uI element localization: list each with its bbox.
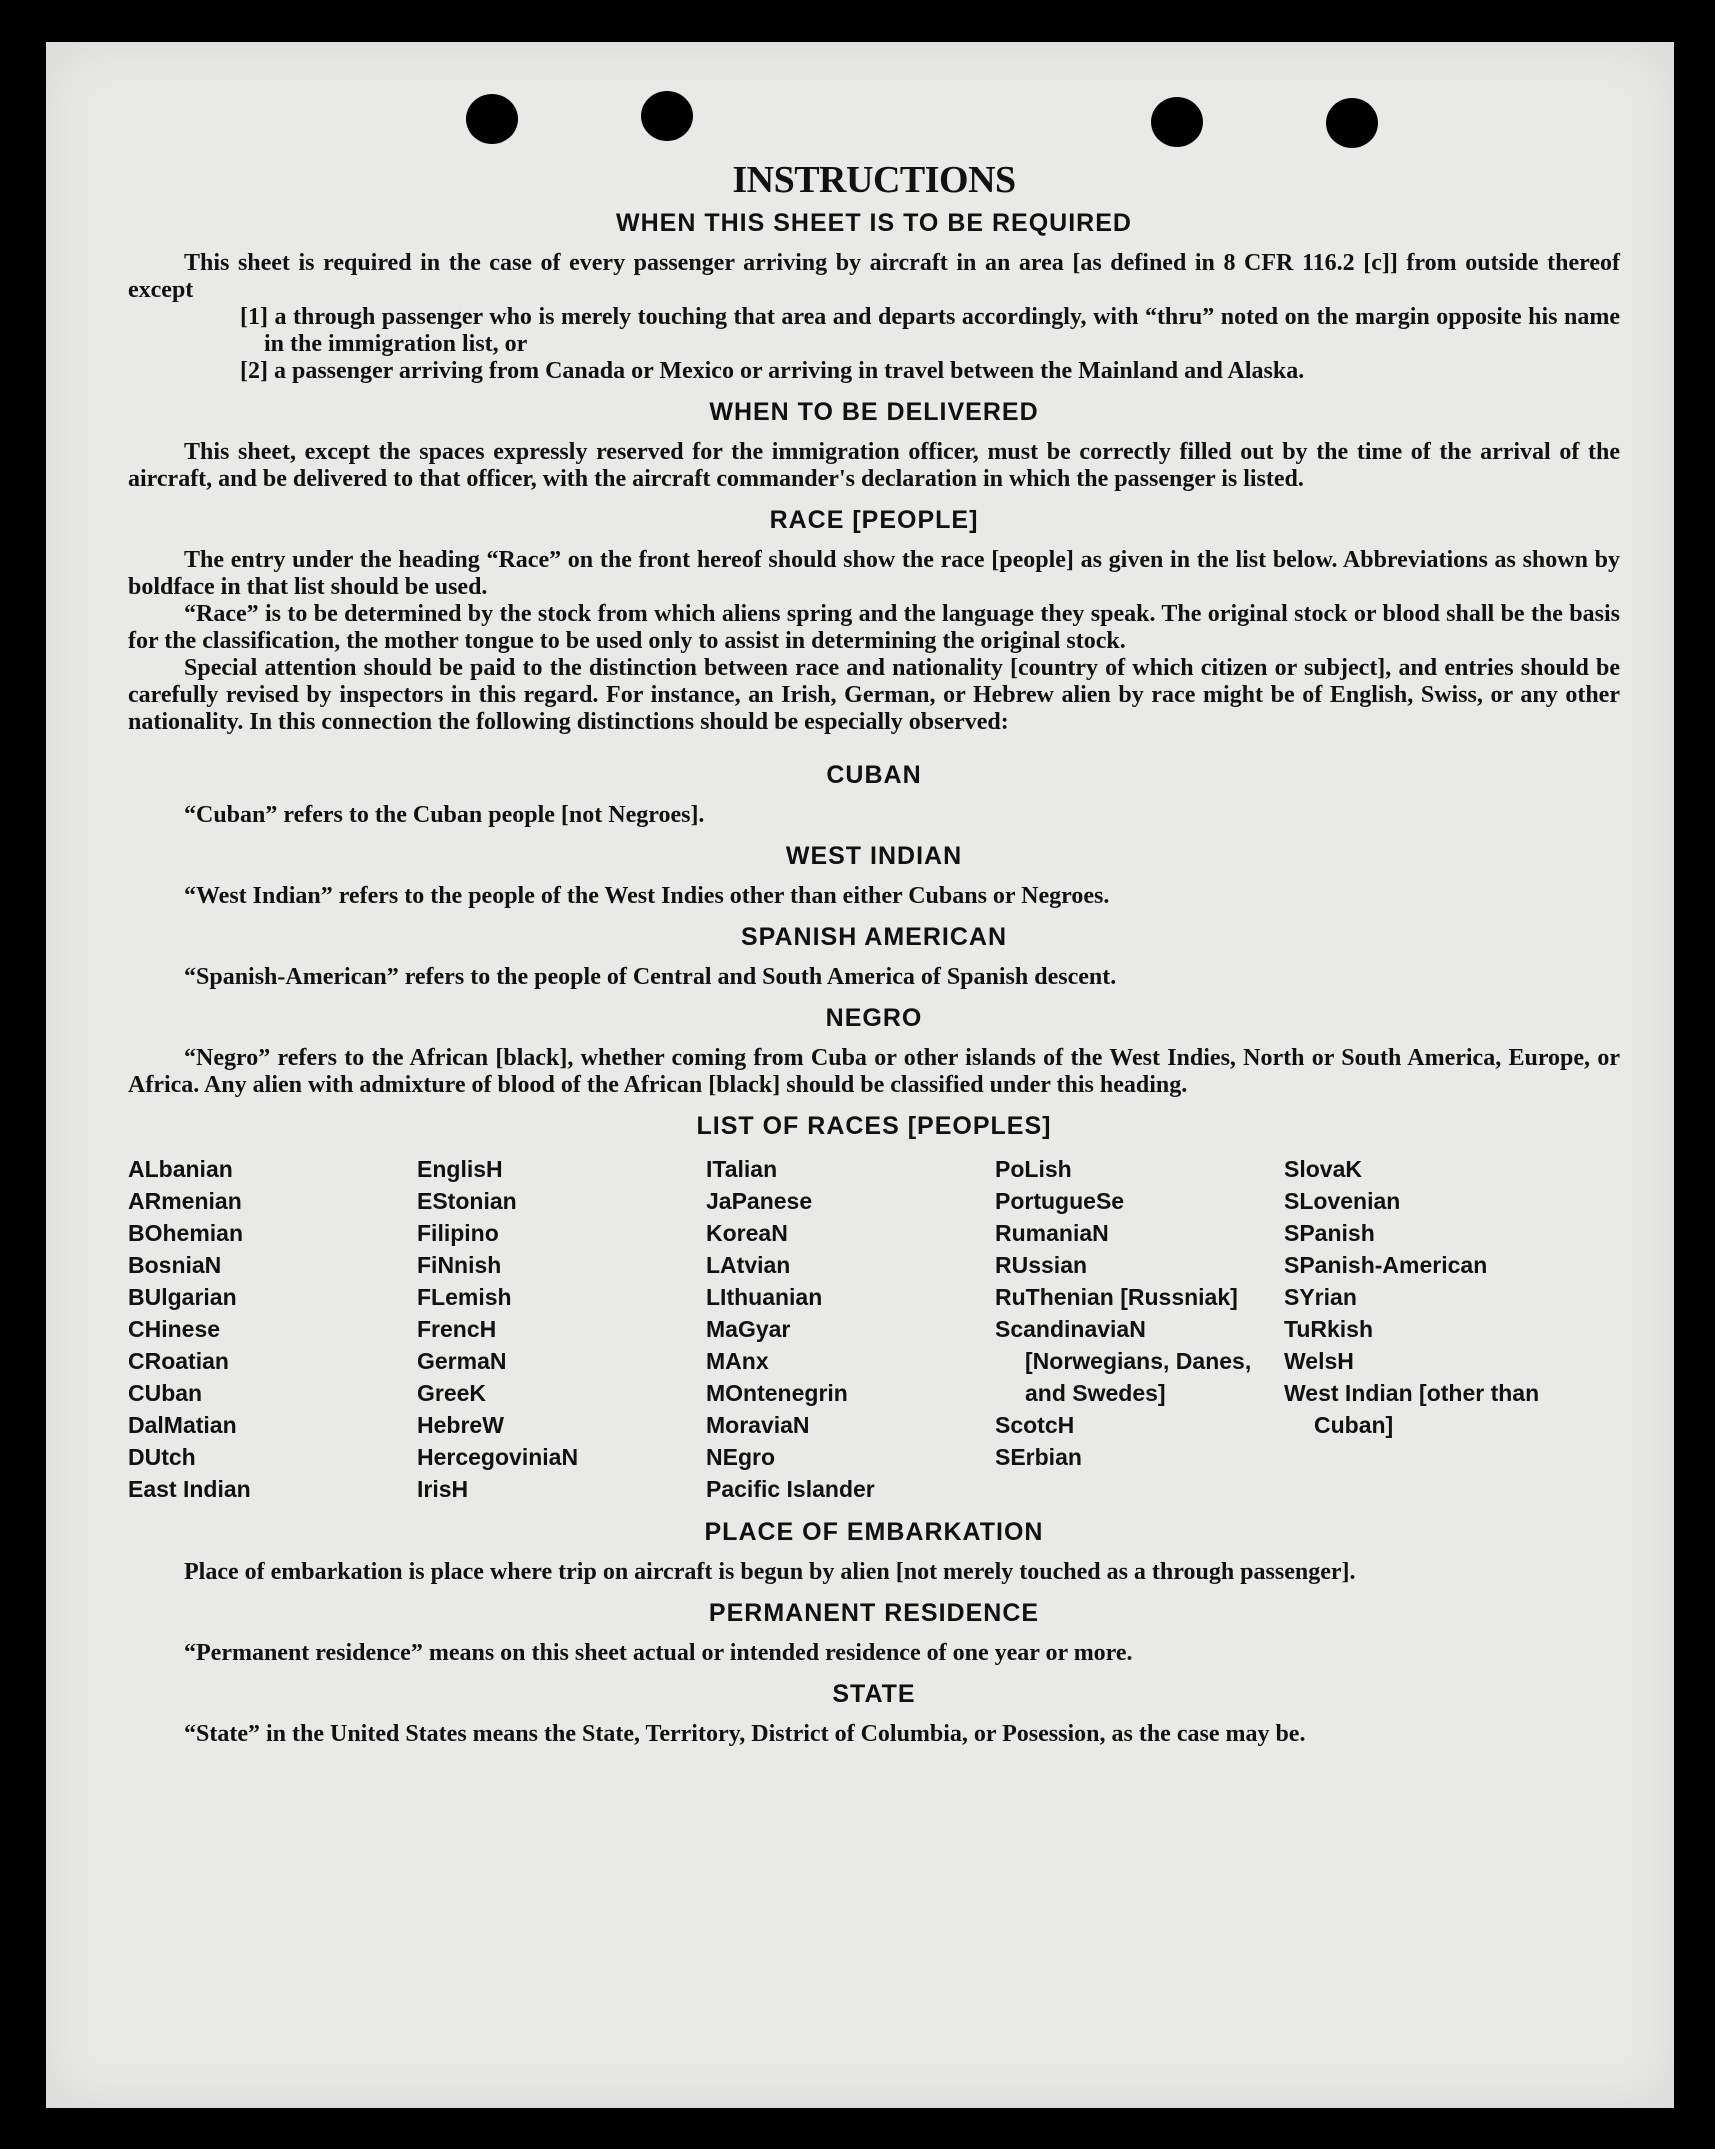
section-heading: NEGRO: [825, 1004, 923, 1032]
section-when-delivered: [128, 397, 1620, 493]
section-paragraph: “West Indian” refers to the people of the West Indies other than either Cubans or Negroes.: [184, 883, 1110, 909]
section-heading: SPANISH AMERICAN: [740, 923, 1007, 951]
races-column: [1284, 1153, 1573, 1505]
section-heading: PLACE OF EMBARKATION: [704, 1518, 1044, 1546]
section-heading: WEST INDIAN: [785, 842, 963, 870]
section-heading: PERMANENT RESIDENCE: [708, 1599, 1040, 1627]
race-entry: ITalian: [706, 1156, 778, 1182]
race-entry: SPanish: [1284, 1220, 1375, 1246]
section-heading: STATE: [832, 1680, 916, 1708]
race-entry: HebreW: [417, 1412, 504, 1438]
section-paragraph: “Cuban” refers to the Cuban people [not Negroes].: [184, 802, 705, 828]
section-spanish-american: [128, 922, 1620, 991]
section-heading: WHEN THIS SHEET IS TO BE REQUIRED: [616, 209, 1132, 237]
race-entry: ARmenian: [128, 1188, 242, 1214]
race-entry: Pacific Islander: [706, 1476, 875, 1502]
race-entry: CUban: [128, 1380, 203, 1406]
race-entry: DalMatian: [128, 1412, 237, 1438]
race-entry: SLovenian: [1284, 1188, 1401, 1214]
race-entry: SlovaK: [1284, 1156, 1362, 1182]
instructions-content: [128, 154, 1620, 1748]
race-entry: CRoatian: [128, 1348, 229, 1374]
race-entry: ALbanian: [128, 1156, 233, 1182]
races-column: [128, 1153, 417, 1505]
race-entry: HercegoviniaN: [417, 1444, 579, 1470]
race-entry: GermaN: [417, 1348, 507, 1374]
section-paragraph: “Permanent residence” means on this sheet actual or intended residence of one year or more.: [184, 1640, 1133, 1666]
section-race: [128, 505, 1620, 736]
race-entry: EStonian: [417, 1188, 517, 1214]
race-entry: RumaniaN: [995, 1220, 1109, 1246]
race-entry: SErbian: [995, 1444, 1082, 1470]
section-paragraph: This sheet is required in the case of every passenger arriving by aircraft in an area [as defined in 8 CFR 116.2 [c]] from outside thereof except: [128, 250, 1620, 303]
section-paragraph: The entry under the heading “Race” on the front hereof should show the race [people] as given in the list below. Abbreviations as shown by boldface in that list should be used.: [128, 547, 1620, 600]
races-column: [995, 1153, 1284, 1505]
race-entry: MAnx: [706, 1348, 769, 1374]
race-entry: EnglisH: [417, 1156, 503, 1182]
race-entry: BUlgarian: [128, 1284, 237, 1310]
section-cuban: [128, 760, 1620, 829]
section-permanent-residence: [128, 1598, 1620, 1667]
race-entry: ScandinaviaN [Norwegians, Danes, and Swedes]: [995, 1316, 1252, 1406]
section-heading: RACE [PEOPLE]: [769, 506, 979, 534]
race-entry: GreeK: [417, 1380, 487, 1406]
race-entry: FiNnish: [417, 1252, 502, 1278]
race-entry: TuRkish: [1284, 1316, 1374, 1342]
punch-hole-3: [1151, 97, 1203, 147]
section-paragraph: Place of embarkation is place where trip on aircraft is begun by alien [not merely touched as a through passenger].: [184, 1559, 1356, 1585]
race-entry: MaGyar: [706, 1316, 791, 1342]
races-heading: LIST OF RACES [PEOPLES]: [696, 1112, 1052, 1140]
section-heading: WHEN TO BE DELIVERED: [709, 398, 1039, 426]
race-entry: East Indian: [128, 1476, 251, 1502]
section-place-of-embarkation: [128, 1517, 1620, 1586]
section-paragraph: “State” in the United States means the State, Territory, District of Columbia, or Posession, as the case may be.: [184, 1721, 1306, 1747]
race-entry: Filipino: [417, 1220, 499, 1246]
race-entry: BosniaN: [128, 1252, 222, 1278]
race-entry: LIthuanian: [706, 1284, 823, 1310]
exception-item: [2] a passenger arriving from Canada or Mexico or arriving in travel between the Mainland and Alaska.: [240, 358, 1305, 384]
race-entry: CHinese: [128, 1316, 221, 1342]
race-entry: MoraviaN: [706, 1412, 810, 1438]
race-entry: SPanish-American: [1284, 1252, 1488, 1278]
section-paragraph: “Negro” refers to the African [black], whether coming from Cuba or other islands of the West Indies, North or South America, Europe, or Africa. Any alien with admixture of blood of the African [black] should be classified under this heading.: [128, 1045, 1620, 1098]
section-state: [128, 1679, 1620, 1748]
section-when-required: [128, 208, 1620, 385]
race-entry: WelsH: [1284, 1348, 1354, 1374]
race-entry: DUtch: [128, 1444, 196, 1470]
section-paragraph: “Race” is to be determined by the stock from which aliens spring and the language they speak. The original stock or blood shall be the basis for the classification, the mother tongue to be used only to assist in determining the original stock.: [128, 601, 1620, 654]
race-entry: PortugueSe: [995, 1188, 1125, 1214]
race-entry: ScotcH: [995, 1412, 1075, 1438]
race-entry: FLemish: [417, 1284, 512, 1310]
race-entry: SYrian: [1284, 1284, 1357, 1310]
races-column: [417, 1153, 706, 1505]
punch-hole-1: [466, 94, 518, 144]
exception-item: [1] a through passenger who is merely touching that area and departs accordingly, with “thru” noted on the margin opposite his name in the immigration list, or: [240, 304, 1620, 357]
race-entry: FrencH: [417, 1316, 497, 1342]
document-page: [46, 42, 1674, 2108]
section-paragraph: This sheet, except the spaces expressly reserved for the immigration officer, must be correctly filled out by the time of the arrival of the aircraft, and be delivered to that officer, with the aircraft commander's declaration in which the passenger is listed.: [128, 439, 1620, 492]
race-entry: RUssian: [995, 1252, 1088, 1278]
race-entry: NEgro: [706, 1444, 775, 1470]
section-negro: [128, 1003, 1620, 1099]
race-entry: RuThenian [Russniak]: [995, 1284, 1238, 1310]
races-column: [706, 1153, 995, 1505]
section-west-indian: [128, 841, 1620, 910]
punch-hole-2: [641, 91, 693, 141]
section-heading: CUBAN: [826, 761, 922, 789]
race-entry: MOntenegrin: [706, 1380, 848, 1406]
race-entry: LAtvian: [706, 1252, 791, 1278]
race-entry: KoreaN: [706, 1220, 788, 1246]
section-paragraph: Special attention should be paid to the distinction between race and nationality [country of which citizen or subject], and entries should be carefully revised by inspectors in this regard. For instance, an Irish, German, or Hebrew alien by race might be of English, Swiss, or any other nationality. In this connection the following distinctions should be especially observed:: [128, 655, 1620, 735]
race-entry: JaPanese: [706, 1188, 813, 1214]
race-entry: IrisH: [417, 1476, 469, 1502]
punch-hole-4: [1326, 98, 1378, 148]
document-title: INSTRUCTIONS: [732, 159, 1016, 201]
race-entry: PoLish: [995, 1156, 1072, 1182]
race-entry: BOhemian: [128, 1220, 244, 1246]
section-paragraph: “Spanish-American” refers to the people of Central and South America of Spanish descent.: [184, 964, 1117, 990]
races-grid: [128, 1153, 1620, 1505]
races-list-section: [128, 1111, 1620, 1505]
race-entry: West Indian [other than Cuban]: [1284, 1380, 1540, 1438]
